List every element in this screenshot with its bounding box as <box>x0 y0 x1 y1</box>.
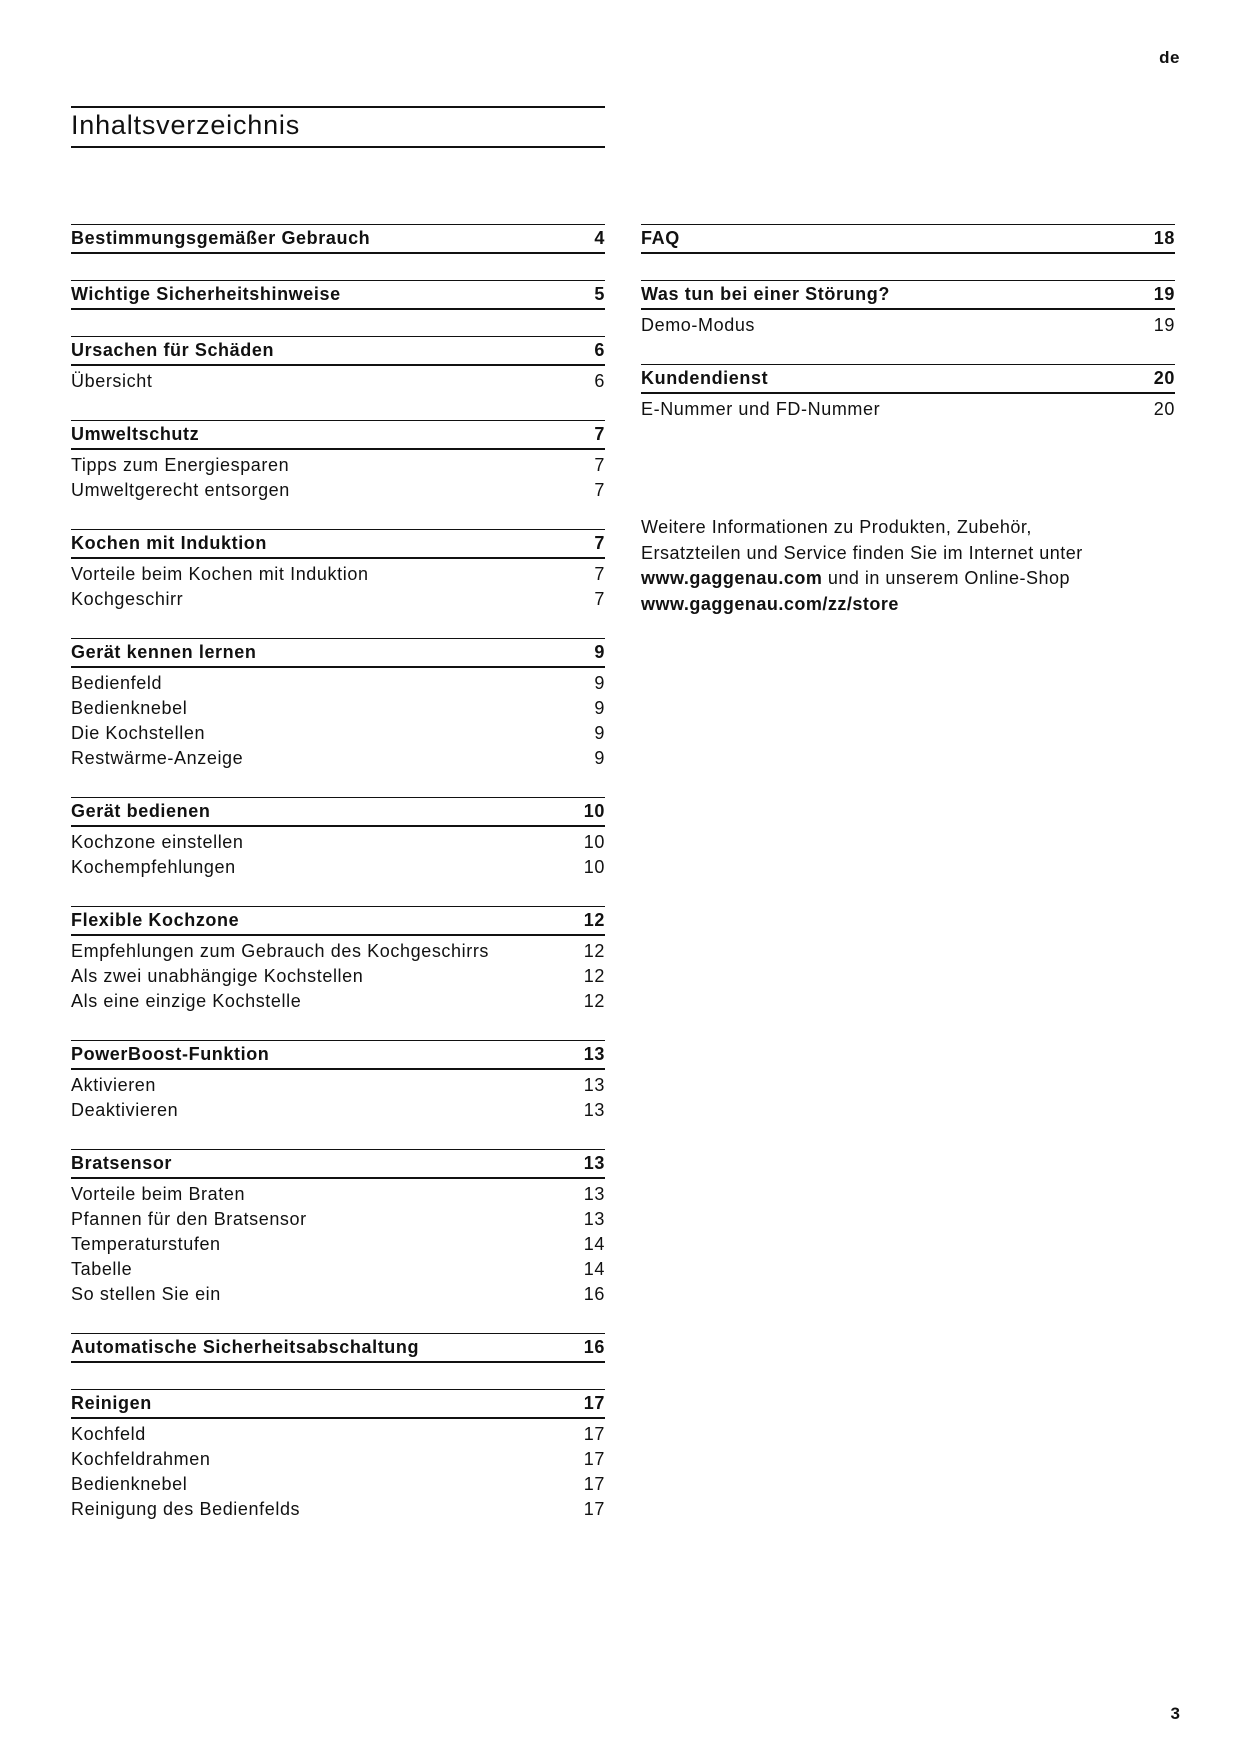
toc-entry-label: Tipps zum Energiesparen <box>71 455 290 475</box>
toc-entry[interactable] <box>71 1182 605 1207</box>
toc-section-title: PowerBoost-Funktion <box>71 1044 270 1064</box>
toc-entry-page: 12 <box>583 966 605 986</box>
toc-entry-label: Kochfeldrahmen <box>71 1449 211 1469</box>
toc-section-title: Kundendienst <box>641 368 769 388</box>
toc-entry-page: 13 <box>583 1209 605 1229</box>
toc-entry-label: Empfehlungen zum Gebrauch des Kochgeschirrs <box>71 941 490 961</box>
toc-section <box>71 224 605 254</box>
toc-section-heading[interactable] <box>71 1389 605 1419</box>
toc-section <box>71 1333 605 1363</box>
toc-entry[interactable] <box>71 453 605 478</box>
toc-section <box>641 280 1175 338</box>
info-paragraph <box>641 515 1175 617</box>
toc-section <box>71 638 605 771</box>
toc-entry-label: Vorteile beim Kochen mit Induktion <box>71 564 369 584</box>
toc-entry-page: 9 <box>594 723 605 743</box>
toc-entry[interactable] <box>71 989 605 1014</box>
toc-entry[interactable] <box>71 1282 605 1307</box>
toc-entry[interactable] <box>71 478 605 503</box>
info-line: Weitere Informationen zu Produkten, Zubehör, <box>641 517 1032 537</box>
toc-section-page: 6 <box>594 340 605 360</box>
toc-entry-label: Kochfeld <box>71 1424 146 1444</box>
toc-section-page: 20 <box>1153 368 1175 388</box>
toc-section <box>71 280 605 310</box>
toc-right-column <box>641 224 1175 448</box>
toc-section-heading[interactable] <box>71 420 605 450</box>
toc-entry-label: Übersicht <box>71 371 153 391</box>
toc-section-heading[interactable] <box>641 280 1175 310</box>
toc-entry-label: Demo-Modus <box>641 315 756 335</box>
toc-section <box>71 1149 605 1307</box>
toc-section-title: Reinigen <box>71 1393 152 1413</box>
toc-entry-label: Als eine einzige Kochstelle <box>71 991 302 1011</box>
toc-section-page: 17 <box>583 1393 605 1413</box>
toc-entry[interactable] <box>641 397 1175 422</box>
toc-section-title: FAQ <box>641 228 680 248</box>
toc-entry-page: 9 <box>594 748 605 768</box>
toc-section-page: 7 <box>594 424 605 444</box>
toc-entry[interactable] <box>71 1447 605 1472</box>
toc-entry[interactable] <box>71 1207 605 1232</box>
toc-section-title: Wichtige Sicherheitshinweise <box>71 284 341 304</box>
toc-entry-label: Tabelle <box>71 1259 133 1279</box>
toc-entry-label: Bedienknebel <box>71 698 188 718</box>
toc-section-heading[interactable] <box>641 224 1175 254</box>
toc-entry-page: 16 <box>583 1284 605 1304</box>
toc-section <box>641 224 1175 254</box>
toc-section-title: Bratsensor <box>71 1153 173 1173</box>
toc-entry[interactable] <box>71 1257 605 1282</box>
toc-entry-page: 12 <box>583 991 605 1011</box>
toc-entry[interactable] <box>641 313 1175 338</box>
info-line <box>641 592 1175 618</box>
toc-entry-page: 10 <box>583 857 605 877</box>
info-text: und in unserem Online-Shop <box>822 568 1070 588</box>
toc-entry[interactable] <box>71 1497 605 1522</box>
page-title: Inhaltsverzeichnis <box>71 110 301 140</box>
toc-entry-label: Reinigung des Bedienfelds <box>71 1499 301 1519</box>
toc-entry-label: Restwärme-Anzeige <box>71 748 244 768</box>
toc-section <box>71 1389 605 1522</box>
toc-entry-label: Kochzone einstellen <box>71 832 244 852</box>
toc-left-column <box>71 224 605 1548</box>
toc-section <box>71 1040 605 1123</box>
toc-entry-page: 9 <box>594 673 605 693</box>
toc-section-heading[interactable] <box>71 224 605 254</box>
website-link[interactable]: www.gaggenau.com <box>641 568 823 588</box>
store-link[interactable]: www.gaggenau.com/zz/store <box>641 593 899 614</box>
toc-section <box>71 529 605 612</box>
toc-entry-label: Aktivieren <box>71 1075 157 1095</box>
toc-entry[interactable] <box>71 1472 605 1497</box>
toc-entry[interactable] <box>71 830 605 855</box>
toc-entry-label: Die Kochstellen <box>71 723 206 743</box>
toc-entry-label: Vorteile beim Braten <box>71 1184 246 1204</box>
toc-section-page: 19 <box>1153 284 1175 304</box>
toc-section-page: 10 <box>583 801 605 821</box>
toc-section-title: Ursachen für Schäden <box>71 340 275 360</box>
toc-entry-page: 13 <box>583 1075 605 1095</box>
toc-section <box>71 336 605 394</box>
toc-section <box>71 420 605 503</box>
toc-entry-label: Umweltgerecht entsorgen <box>71 480 290 500</box>
toc-section <box>71 906 605 1014</box>
toc-entry[interactable] <box>71 369 605 394</box>
toc-section-page: 9 <box>594 642 605 662</box>
toc-entry[interactable] <box>71 696 605 721</box>
toc-section-heading[interactable] <box>71 336 605 366</box>
toc-entry[interactable] <box>71 562 605 587</box>
toc-section-title: Automatische Sicherheitsabschaltung <box>71 1337 420 1357</box>
toc-section-heading[interactable] <box>71 1333 605 1363</box>
toc-entry-page: 17 <box>583 1474 605 1494</box>
toc-section <box>641 364 1175 422</box>
title-block <box>71 106 605 148</box>
toc-entry[interactable] <box>71 671 605 696</box>
toc-section-heading[interactable] <box>71 280 605 310</box>
toc-entry-label: E-Nummer und FD-Nummer <box>641 399 881 419</box>
toc-entry-page: 14 <box>583 1259 605 1279</box>
toc-section-page: 16 <box>583 1337 605 1357</box>
toc-entry[interactable] <box>71 1232 605 1257</box>
toc-entry-label: Deaktivieren <box>71 1100 179 1120</box>
toc-section-heading[interactable] <box>71 906 605 936</box>
toc-section-page: 7 <box>594 533 605 553</box>
toc-entry-page: 7 <box>594 455 605 475</box>
toc-entry-page: 7 <box>594 480 605 500</box>
toc-entry-page: 17 <box>583 1499 605 1519</box>
toc-entry[interactable] <box>71 587 605 612</box>
toc-entry[interactable] <box>71 939 605 964</box>
toc-section-heading[interactable] <box>641 364 1175 394</box>
toc-entry-label: Pfannen für den Bratsensor <box>71 1209 307 1229</box>
toc-entry-page: 19 <box>1153 315 1175 335</box>
toc-entry[interactable] <box>71 1422 605 1447</box>
toc-section-page: 18 <box>1153 228 1175 248</box>
toc-section-title: Flexible Kochzone <box>71 910 240 930</box>
toc-entry-label: Bedienfeld <box>71 673 163 693</box>
toc-entry-page: 10 <box>583 832 605 852</box>
toc-section-page: 12 <box>583 910 605 930</box>
info-line <box>641 566 1175 592</box>
info-line: Ersatzteilen und Service finden Sie im Internet unter <box>641 542 1083 563</box>
toc-entry-label: So stellen Sie ein <box>71 1284 221 1304</box>
toc-section-title: Umweltschutz <box>71 424 200 444</box>
toc-entry[interactable] <box>71 855 605 880</box>
toc-entry-label: Als zwei unabhängige Kochstellen <box>71 966 364 986</box>
toc-section-heading[interactable] <box>71 638 605 668</box>
toc-entry-page: 14 <box>583 1234 605 1254</box>
toc-section-title: Bestimmungsgemäßer Gebrauch <box>71 228 371 248</box>
toc-entry[interactable] <box>71 721 605 746</box>
toc-entry-page: 13 <box>583 1100 605 1120</box>
toc-entry-page: 7 <box>594 564 605 584</box>
toc-entry-page: 20 <box>1153 399 1175 419</box>
toc-entry-page: 17 <box>583 1449 605 1469</box>
toc-entry-page: 7 <box>594 589 605 609</box>
toc-entry[interactable] <box>71 964 605 989</box>
toc-entry-label: Bedienknebel <box>71 1474 188 1494</box>
toc-section-page: 13 <box>583 1044 605 1064</box>
toc-section-heading[interactable] <box>71 1040 605 1070</box>
toc-section-page: 5 <box>594 284 605 304</box>
page-number: 3 <box>1170 1704 1180 1723</box>
toc-section-heading[interactable] <box>71 797 605 827</box>
toc-section-title: Kochen mit Induktion <box>71 533 267 553</box>
toc-entry-page: 17 <box>583 1424 605 1444</box>
toc-section-heading[interactable] <box>71 1149 605 1179</box>
toc-section-heading[interactable] <box>71 529 605 559</box>
toc-section <box>71 797 605 880</box>
toc-section-page: 13 <box>583 1153 605 1173</box>
toc-entry-page: 9 <box>594 698 605 718</box>
language-code: de <box>1159 48 1180 67</box>
toc-entry-page: 12 <box>583 941 605 961</box>
toc-section-title: Was tun bei einer Störung? <box>641 284 890 304</box>
toc-section-title: Gerät kennen lernen <box>71 642 257 662</box>
toc-entry-page: 13 <box>583 1184 605 1204</box>
toc-entry[interactable] <box>71 1098 605 1123</box>
toc-entry-label: Kochgeschirr <box>71 589 184 609</box>
toc-entry-page: 6 <box>594 371 605 391</box>
toc-entry-label: Temperaturstufen <box>71 1234 221 1254</box>
toc-entry[interactable] <box>71 746 605 771</box>
toc-entry-label: Kochempfehlungen <box>71 857 236 877</box>
toc-section-title: Gerät bedienen <box>71 801 211 821</box>
toc-section-page: 4 <box>594 228 605 248</box>
toc-entry[interactable] <box>71 1073 605 1098</box>
